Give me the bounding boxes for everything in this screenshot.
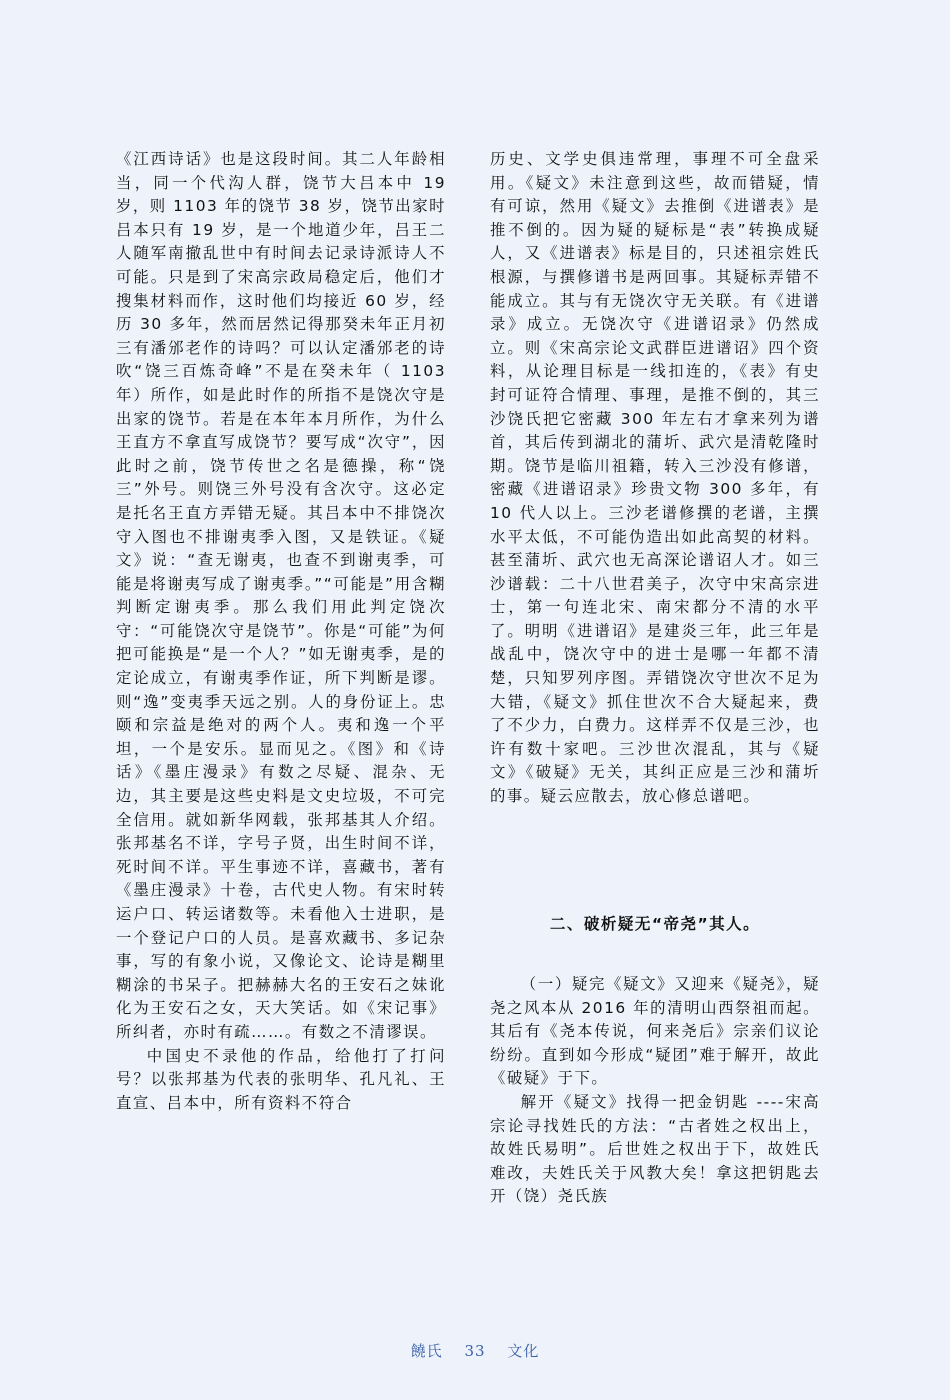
- section-heading: 二、破析疑无“帝尧”其人。: [549, 915, 761, 933]
- left-paragraph-1: 《江西诗话》也是这段时间。其二人年龄相当，同一个代沟人群，饶节大吕本中 19 岁，则 1103 年的饶节 38 岁，饶节出家时吕本只有 19 岁，是一个地道少年，吕王二人随军南撤乱世中有时间去记录诗派诗人不可能。只是到了宋高宗政局稳定后，他们才搜集材料而作，这时他们均接近 60 岁，经历 30 多年，然而居然记得那癸未年正月初三有潘邠老作的诗吗？可以认定潘邠老的诗吹“饶三百炼奇峰”不是在癸未年（ 1103 年）所作，如是此时作的所指不是饶次守是出家的饶节。若是在本年本月所作，为什么王直方不拿直写成饶节？要写成“次守”，因此时之前，饶节传世之名是德操，称“饶三”外号。则饶三外号没有含次守。这必定是托名王直方弄错无疑。其吕本中不排饶次守入图也不排谢夷季入图，又是铁证。《疑文》说：“查无谢夷，也查不到谢夷季，可能是将谢夷写成了谢夷季。”“可能是”用含糊判断定谢夷季。那么我们用此判定饶次守：“可能饶次守是饶节”。你是“可能”为何把可能换是“是一个人？”如无谢夷季，是的定论成立，有谢夷季作证，所下判断是谬。则“逸”变夷季天远之别。人的身份证上。忠颐和宗益是绝对的两个人。夷和逸一个平坦，一个是安乐。显而见之。《图》和《诗话》《墨庄漫录》有数之尽疑、混杂、无边，其主要是这些史料是文史垃圾，不可完全信用。就如新华网载，张邦基其人介绍。张邦基名不详，字号子贤，出生时间不详，死时间不详。平生事迹不详，喜藏书，著有《墨庄漫录》十卷，古代史人物。有宋时转运户口、转运诸数等。未看他入士进职，是一个登记户口的人员。是喜欢藏书、多记杂事，写的有象小说，又像论文、论诗是糊里糊涂的书呆子。把赫赫大名的王安石之妹讹化为王安石之女，天大笑话。如《宋记事》所纠者，亦时有疏……。有数之不清谬误。: [116, 150, 453, 1041]
- footer-magazine-name: 饒氏: [410, 1342, 443, 1360]
- left-column: [116, 148, 453, 1115]
- footer-section-name: 文化: [507, 1342, 540, 1360]
- page-number: 33: [464, 1342, 486, 1360]
- right-column-lower: [490, 973, 820, 1209]
- right-paragraph-1: 历史、文学史俱违常理，事理不可全盘采用。《疑文》未注意到这些，故而错疑，情有可谅，然用《疑文》去推倒《进谱表》是推不倒的。因为疑的疑标是“表”转换成疑人，又《进谱表》标是目的，只述祖宗姓氏根源，与撰修谱书是两回事。其疑标弄错不能成立。其与有无饶次守无关联。有《进谱录》成立。无饶次守《进谱诏录》仍然成立。则《宋高宗论文武群臣进谱诏》四个资料，从论理目标是一线扣连的，《表》有史封可证符合情理、事理，是推不倒的，其三沙饶氏把它密藏 300 年左右才拿来列为谱首，其后传到湖北的蒲圻、武穴是清乾隆时期。饶节是临川祖籍，转入三沙没有修谱，密藏《进谱诏录》珍贵文物 300 多年，有 10 代人以上。三沙老谱修撰的老谱，主撰水平太低，不可能伪造出如此高契的材料。甚至蒲圻、武穴也无高深论谱诏人才。如三沙谱载：二十八世君美子，次守中宋高宗进士，第一句连北宋、南宋都分不清的水平了。明明《进谱诏》是建炎三年，此三年是战乱中，饶次守中的进士是哪一年都不清楚，只知罗列序图。弄错饶次守世次不足为大错，《疑文》抓住世次不合大疑起来，费了不少力，白费力。这样弄不仅是三沙，也许有数十家吧。三沙世次混乱，其与《疑文》《破疑》无关，其纠正应是三沙和蒲圻的事。疑云应散去，放心修总谱吧。: [490, 150, 827, 806]
- right-lower-paragraph-1: （一）疑完《疑文》又迎来《疑尧》，疑尧之风本从 2016 年的清明山西祭祖而起。其后有《尧本传说，何来尧后》宗亲们议论纷纷。直到如今形成“疑团”难于解开，故此《破疑》于下。: [490, 975, 820, 1088]
- right-column: [490, 148, 827, 809]
- right-lower-paragraph-2: 解开《疑文》找得一把金钥匙 ----宋高宗论寻找姓氏的方法：“古者姓之权出上，故姓氏易明”。后世姓之权出于下，故姓氏难改，夫姓氏关于风教大矣！拿这把钥匙去开（饶）尧氏族: [490, 1092, 820, 1206]
- page-footer: [0, 1340, 950, 1361]
- left-paragraph-2: 中国史不录他的作品，给他打了打问号？以张邦基为代表的张明华、孔凡礼、王直宣、吕本中，所有资料不符合: [116, 1046, 446, 1112]
